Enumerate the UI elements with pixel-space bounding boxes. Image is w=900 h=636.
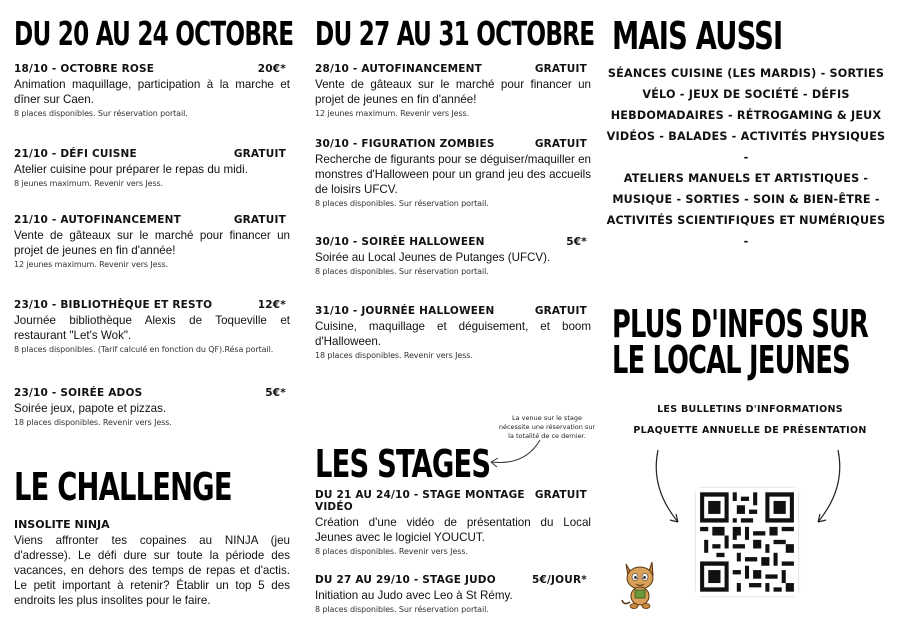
event-autofinancement [14,214,290,269]
event-title: DU 21 AU 24/10 - STAGE MONTAGE VIDÉO [315,489,525,513]
event-description: Création d'une vidéo de présentation du Local Jeunes avec le logiciel YOUCUT. [315,516,591,544]
challenge-title: LE CHALLENGE [14,465,232,509]
info-title-line-1: PLUS D'INFOS SUR [612,302,869,346]
column-week-2 [315,0,596,636]
activities-line: ACTIVITÉS SCIENTIFIQUES ET NUMÉRIQUES - [606,214,886,248]
info-title-line-2: LE LOCAL JEUNES [612,338,850,382]
event-title: 30/10 - SOIRÉE HALLOWEEN [315,236,485,248]
event-price: GRATUIT [534,138,587,150]
challenge-description: Viens affronter tes copaines au NINJA (jeu d'adresse). Le défi dure sur toute la période des vacances, en dehors des temps de repas et d'actis. Le petit important à retenir? Établir un top 5 des endroits les plus insolites pour le faire. [14,534,290,607]
qr-code[interactable] [696,488,798,596]
event-price: GRATUIT [233,214,286,226]
arrow-right-icon [808,448,848,528]
activities-line: HEBDOMADAIRES - RÉTROGAMING & JEUX [610,109,882,122]
event-description: Initiation au Judo avec Leo à St Rémy. [315,589,513,602]
activities-line: MUSIQUE - SORTIES - SOIN & BIEN-ÊTRE - [612,193,880,206]
event-title: DU 27 AU 29/10 - STAGE JUDO [315,574,496,586]
event-note: 8 places disponibles. Sur réservation portail. [315,605,489,614]
event-note: 8 places disponibles. Sur réservation portail. [315,199,489,208]
event-title: 21/10 - DÉFI CUISNE [14,148,137,160]
column-week-1 [14,0,294,636]
activities-line: ATELIERS MANUELS ET ARTISTIQUES - [623,172,869,185]
event-description: Animation maquillage, participation à la marche et dîner sur Caen. [14,78,290,106]
qr-code-icon [696,488,798,596]
event-note: 18 places disponibles. Revenir vers Jess. [315,351,473,360]
event-description: Journée bibliothèque Alexis de Toqueville et restaurant "Let's Wok". [14,314,290,342]
event-title: 23/10 - SOIRÉE ADOS [14,387,143,399]
stages-title: LES STAGES [315,442,491,486]
event-octobre-rose [14,63,290,118]
event-price: GRATUIT [233,148,286,160]
event-journee-halloween [315,305,591,360]
event-price: 12€* [257,299,286,311]
mascot-illustration [618,556,662,610]
event-note: 12 jeunes maximum. Revenir vers Jess. [315,109,470,118]
activities-line: SÉANCES CUISINE (LES MARDIS) - SORTIES [607,67,885,80]
event-title: 31/10 - JOURNÉE HALLOWEEN [315,305,495,317]
event-note: 8 jeunes maximum. Revenir vers Jess. [14,179,164,188]
activities-line: VÉLO - JEUX DE SOCIÉTÉ - DÉFIS [642,88,850,101]
event-soiree-ados [14,387,290,427]
event-figuration-zombies [315,138,591,208]
event-note: 8 places disponibles. (Tarif calculé en fonction du QF).Résa portail. [14,345,274,354]
event-note: 8 places disponibles. Sur réservation portail. [315,267,489,276]
event-title: 28/10 - AUTOFINANCEMENT [315,63,482,75]
week-2-title: DU 27 AU 31 OCTOBRE [315,14,595,53]
event-price: 5€* [265,387,286,399]
event-price: 5€/JOUR* [532,574,587,586]
activities-line: VIDÉOS - BALADES - ACTIVITÉS PHYSIQUES - [606,130,886,164]
event-description: Soirée jeux, papote et pizzas. [14,402,167,415]
stage-judo [315,574,591,614]
event-price: 5€* [566,236,587,248]
event-soiree-halloween [315,236,591,276]
event-description: Cuisine, maquillage et déguisement, et boom d'Halloween. [315,320,591,348]
event-description: Soirée au Local Jeunes de Putanges (UFCV). [315,251,551,264]
event-price: GRATUIT [534,63,587,75]
event-title: 18/10 - OCTOBRE ROSE [14,63,155,75]
column-extras [606,0,888,636]
mais-aussi-title: MAIS AUSSI [612,14,783,58]
event-price: GRATUIT [534,305,587,317]
week-1-title: DU 20 AU 24 OCTOBRE [14,14,294,53]
event-note: 18 places disponibles. Revenir vers Jess. [14,418,172,427]
stage-montage-video [315,489,591,556]
event-autofinancement-2 [315,63,591,118]
event-price: GRATUIT [534,489,587,501]
event-note: 12 jeunes maximum. Revenir vers Jess. [14,260,169,269]
stages-side-note: La venue sur le stage nécessite une réservation sur la totalité de ce dernier. [498,414,596,440]
event-note: 8 places disponibles. Sur réservation portail. [14,109,188,118]
event-defi-cuisine [14,148,290,188]
event-title: 30/10 - FIGURATION ZOMBIES [315,138,495,150]
curved-arrow-icon [485,438,545,472]
info-bulletins: LES BULLETINS D'INFORMATIONS [657,404,843,415]
event-description: Atelier cuisine pour préparer le repas du midi. [14,163,248,176]
challenge-subtitle: INSOLITE NINJA [14,518,110,531]
arrow-left-icon [648,448,688,528]
event-title: 21/10 - AUTOFINANCEMENT [14,214,181,226]
info-plaquette: PLAQUETTE ANNUELLE DE PRÉSENTATION [633,425,867,436]
event-price: 20€* [257,63,286,75]
event-description: Recherche de figurants pour se déguiser/maquiller en monstres d'Halloween pour un grand jeu des accueils de loisirs UFCV. [315,153,591,196]
event-note: 8 places disponibles. Revenir vers Jess. [315,547,468,556]
event-description: Vente de gâteaux sur le marché pour financer un projet de jeunes en fin d'année! [315,78,591,106]
event-title: 23/10 - BIBLIOTHÈQUE ET RESTO [14,299,213,311]
event-bibliotheque-resto [14,299,290,354]
activities-list [604,63,888,252]
event-description: Vente de gâteaux sur le marché pour financer un projet de jeunes en fin d'année! [14,229,290,257]
